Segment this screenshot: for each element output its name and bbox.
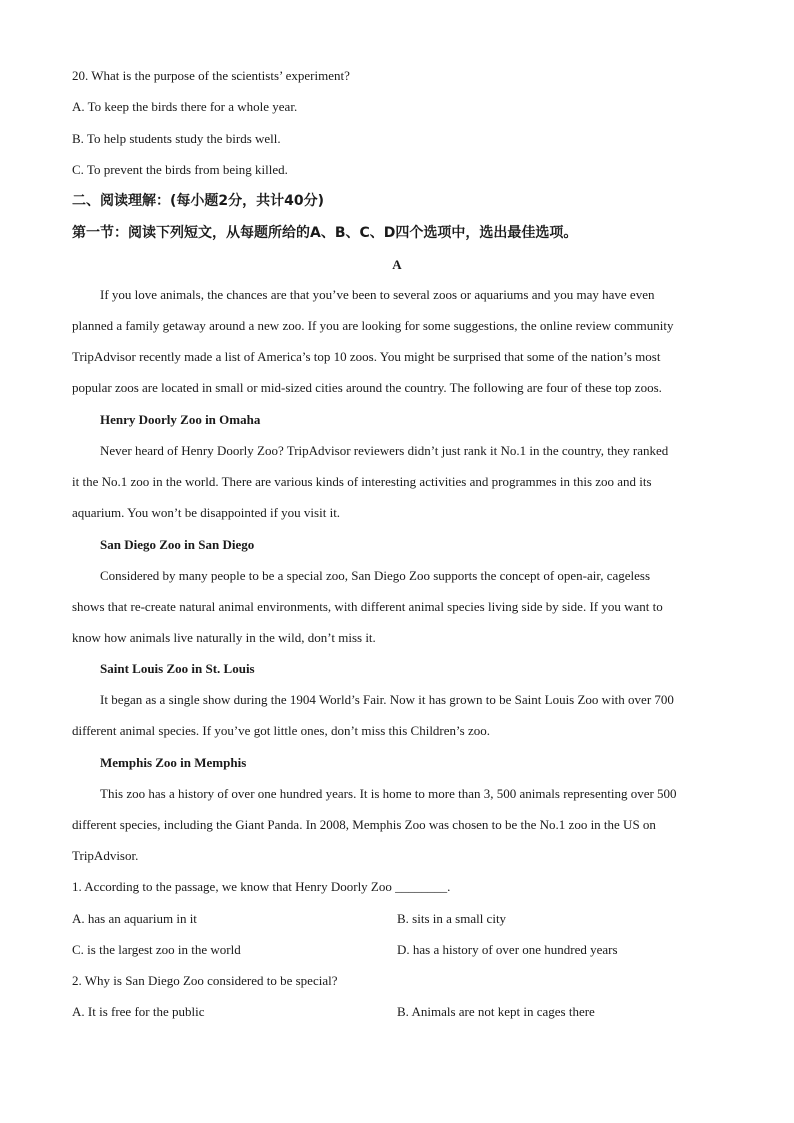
question-2-stem: 2. Why is San Diego Zoo considered to be special? <box>72 973 338 988</box>
passage-intro-line: TripAdvisor recently made a list of America’s top 10 zoos. You might be surprised that some of the nation’s most <box>72 349 661 364</box>
question-20-option-b: B. To help students study the birds well. <box>72 131 281 146</box>
question-20-option-c: C. To prevent the birds from being killed. <box>72 162 288 177</box>
question-2-option-a: A. It is free for the public <box>72 1004 205 1019</box>
zoo-heading: San Diego Zoo in San Diego <box>100 537 255 552</box>
zoo-heading: Henry Doorly Zoo in Omaha <box>100 412 261 427</box>
section-part-title: 第一节：阅读下列短文，从每题所给的A、B、C、D四个选项中，选出最佳选项。 <box>72 225 578 241</box>
zoo-heading: Memphis Zoo in Memphis <box>100 755 247 770</box>
zoo-paragraph-line: aquarium. You won’t be disappointed if you visit it. <box>72 505 341 520</box>
zoo-paragraph-line: different animal species. If you’ve got little ones, don’t miss this Children’s zoo. <box>72 723 490 738</box>
question-20-option-a: A. To keep the birds there for a whole year. <box>72 99 298 114</box>
section-title: 二、阅读理解：(每小题2分，共计40分) <box>72 193 325 209</box>
zoo-paragraph-line: This zoo has a history of over one hundred years. It is home to more than 3, 500 animals representing over 500 <box>100 786 677 801</box>
question-1-stem: 1. According to the passage, we know that Henry Doorly Zoo ________. <box>72 879 451 894</box>
question-1-option-b: B. sits in a small city <box>397 911 507 926</box>
passage-intro-line: planned a family getaway around a new zoo. If you are looking for some suggestions, the online review community <box>72 318 674 333</box>
passage-intro-line: If you love animals, the chances are that you’ve been to several zoos or aquariums and you may have even <box>100 287 655 302</box>
zoo-paragraph-line: Considered by many people to be a special zoo, San Diego Zoo supports the concept of open-air, cageless <box>100 568 651 583</box>
zoo-paragraph-line: It began as a single show during the 1904 World’s Fair. Now it has grown to be Saint Louis Zoo with over 700 <box>100 692 674 707</box>
zoo-paragraph-line: different species, including the Giant Panda. In 2008, Memphis Zoo was chosen to be the No.1 zoo in the US on <box>72 817 656 832</box>
question-20-stem: 20. What is the purpose of the scientists’ experiment? <box>72 68 350 83</box>
zoo-paragraph-line: shows that re-create natural animal environments, with different animal species living side by side. If you want to <box>72 599 663 614</box>
question-1-option-c: C. is the largest zoo in the world <box>72 942 241 957</box>
question-2-option-b: B. Animals are not kept in cages there <box>397 1004 595 1019</box>
zoo-paragraph-line: know how animals live naturally in the wild, don’t miss it. <box>72 630 376 645</box>
zoo-paragraph-line: Never heard of Henry Doorly Zoo? TripAdvisor reviewers didn’t just rank it No.1 in the country, they ranked <box>100 443 669 458</box>
question-1-option-a: A. has an aquarium in it <box>72 911 197 926</box>
zoo-paragraph-line: TripAdvisor. <box>72 848 139 863</box>
passage-intro-line: popular zoos are located in small or mid-sized cities around the country. The following are four of these top zoos. <box>72 380 662 395</box>
question-1-option-d: D. has a history of over one hundred years <box>397 942 618 957</box>
zoo-paragraph-line: it the No.1 zoo in the world. There are various kinds of interesting activities and programmes in this zoo and its <box>72 474 652 489</box>
passage-label: A <box>392 257 402 272</box>
zoo-heading: Saint Louis Zoo in St. Louis <box>100 661 255 676</box>
